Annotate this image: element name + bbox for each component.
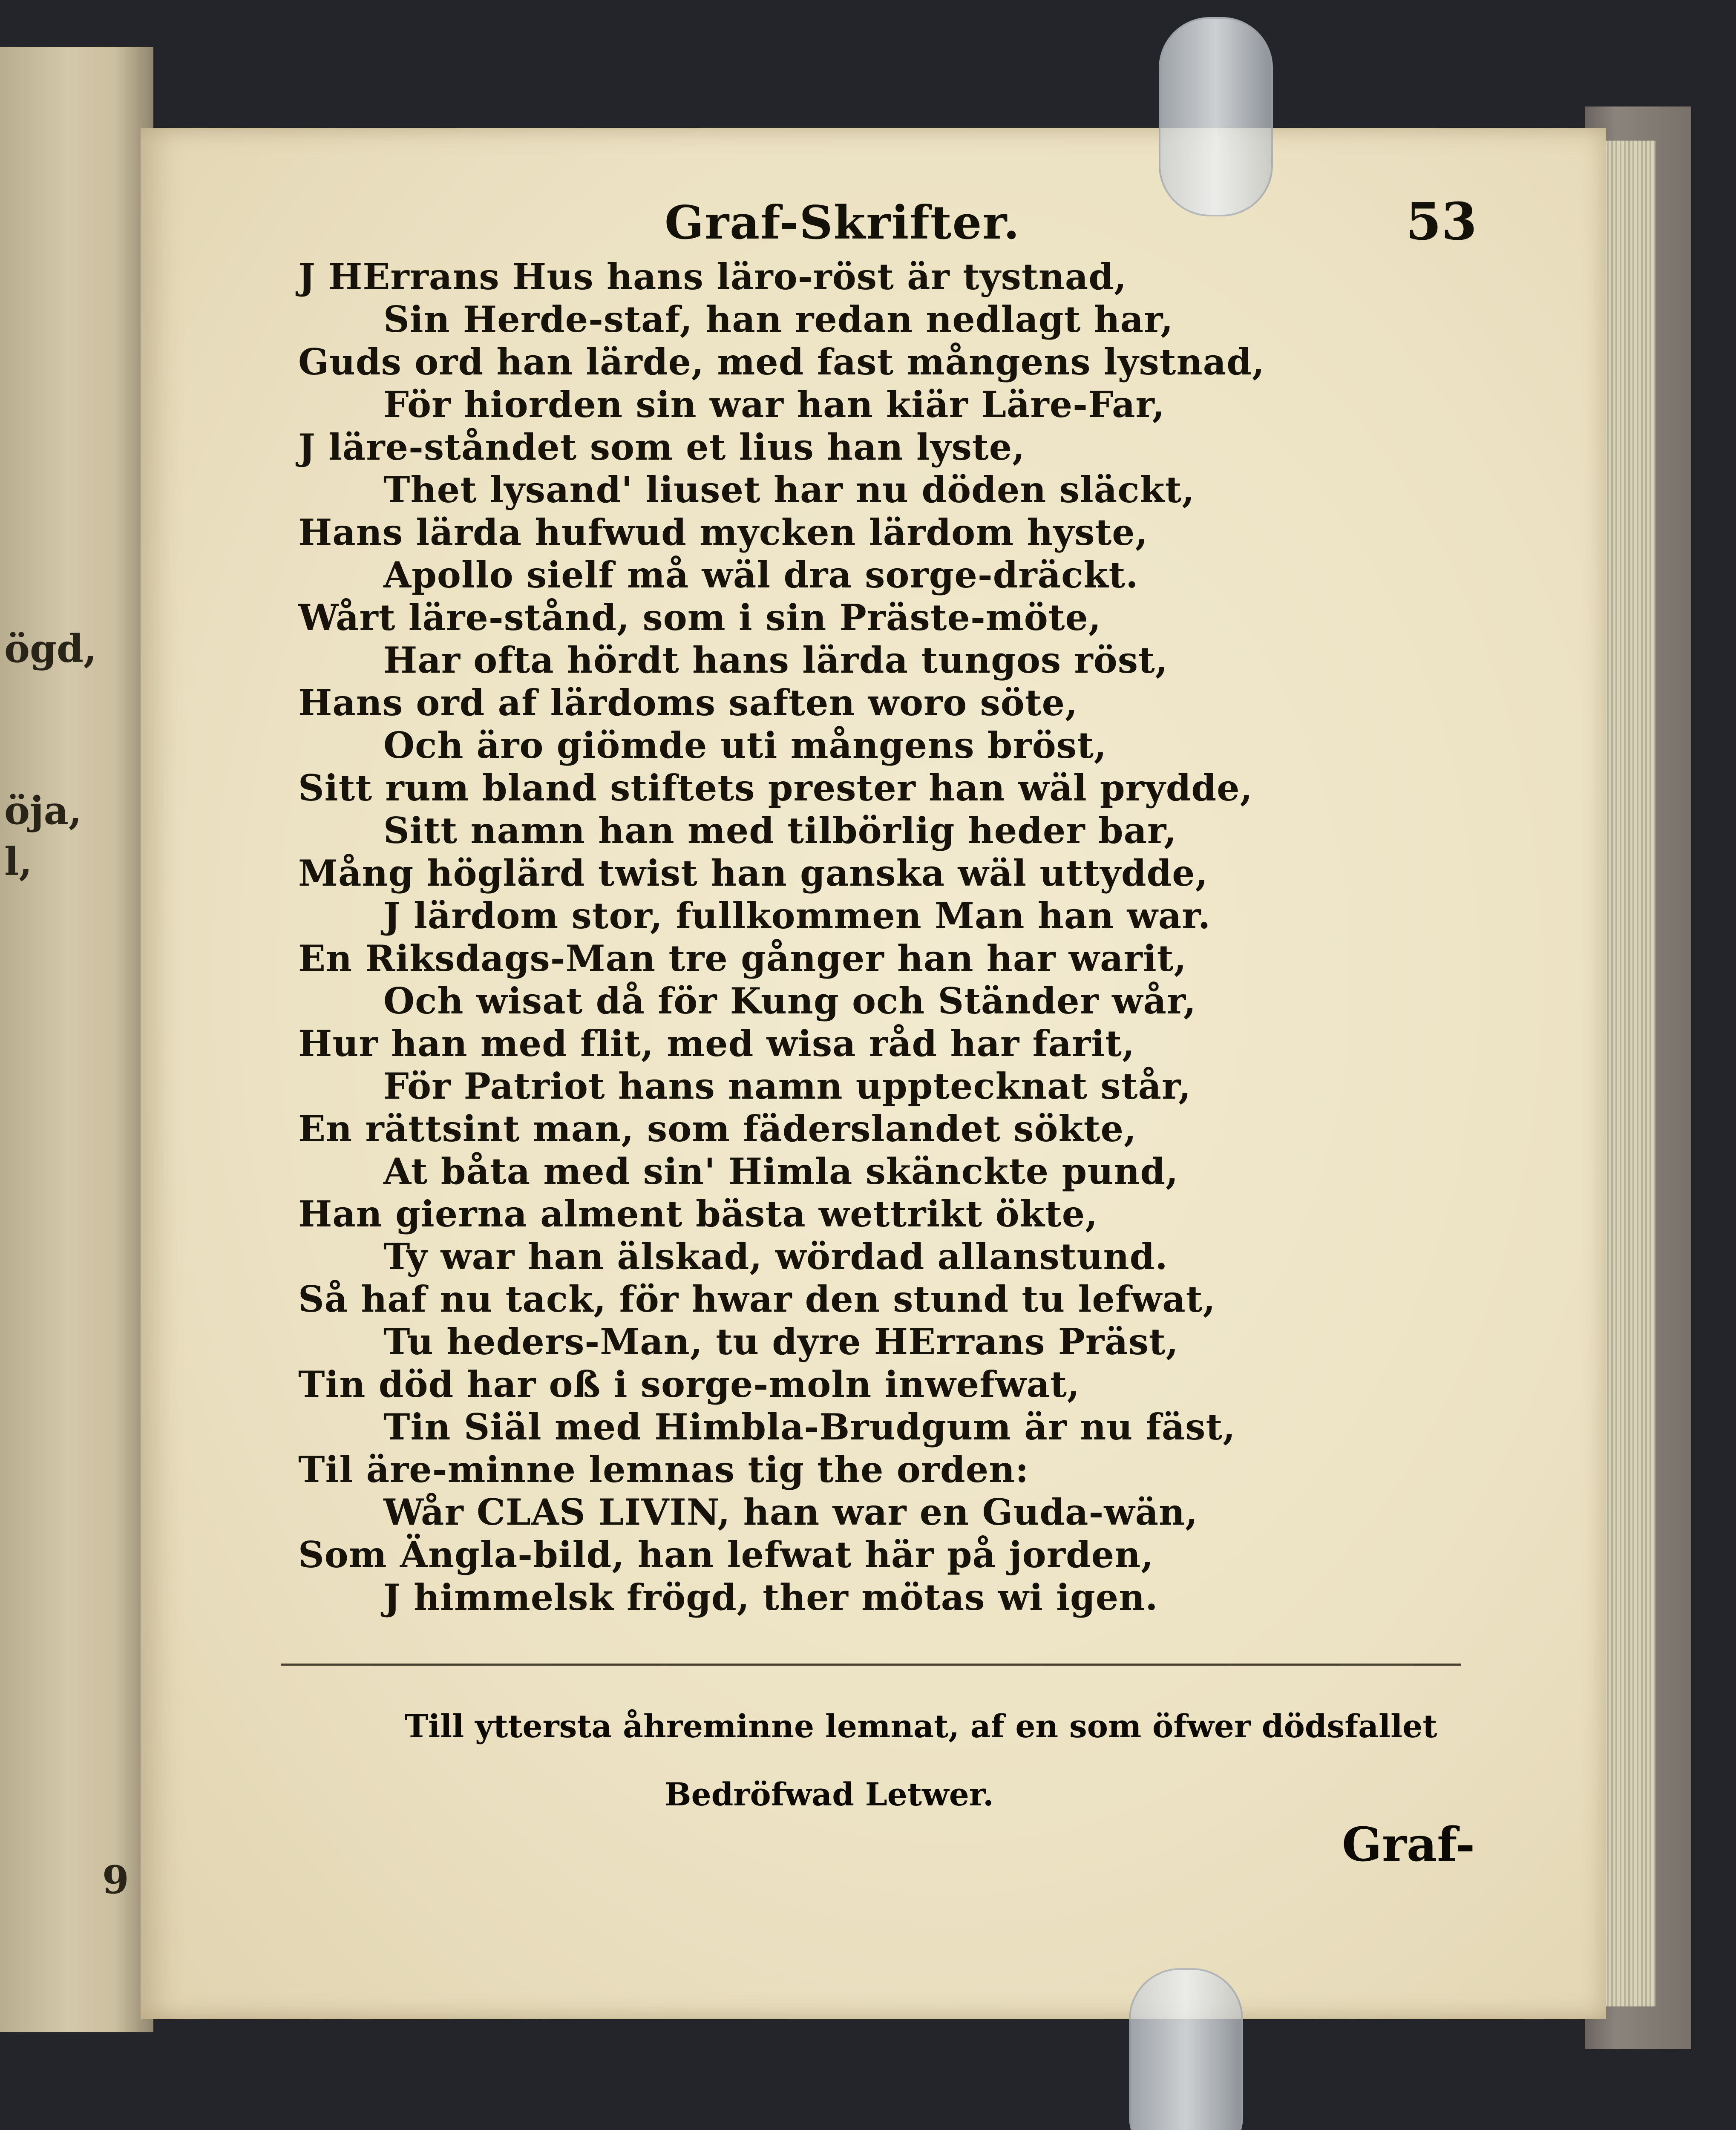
poem-line: Guds ord han lärde, med fast mångens lystnad, (298, 341, 1265, 383)
poem-line: En rättsint man, som fäderslandet sökte, (298, 1108, 1137, 1150)
dedication-line: Till yttersta åhreminne lemnat, af en som öfwer dödsfallet (405, 1708, 1437, 1745)
poem-line: Hans ord af lärdoms saften woro söte, (298, 682, 1078, 724)
poem-line: För hiorden sin war han kiär Läre-Far, (383, 383, 1165, 426)
poem-line: Apollo sielf må wäl dra sorge-dräckt. (383, 554, 1139, 596)
poem-line: Så haf nu tack, för hwar den stund tu lefwat, (298, 1278, 1216, 1320)
poem-line: Hans lärda hufwud mycken lärdom hyste, (298, 511, 1148, 553)
poem-line: Och äro giömde uti mångens bröst, (383, 724, 1107, 766)
poem-line: Har ofta hördt hans lärda tungos röst, (383, 639, 1169, 681)
left-page-fragment: 9 (102, 1857, 129, 1903)
left-page-fragment: l, (4, 839, 32, 884)
poem-line: Som Ängla-bild, han lefwat här på jorden, (298, 1534, 1154, 1576)
signature: Bedröfwad Letwer. (665, 1776, 994, 1813)
poem-line: Och wisat då för Kung och Ständer wår, (383, 980, 1197, 1022)
poem-line: Til äre-minne lemnas tig the orden: (298, 1448, 1029, 1491)
poem-line: Tin Siäl med Himbla-Brudgum är nu fäst, (383, 1406, 1236, 1448)
poem-line: Tu heders-Man, tu dyre HErrans Präst, (383, 1321, 1179, 1363)
divider-rule (281, 1664, 1461, 1666)
poem-line: För Patriot hans namn upptecknat står, (383, 1065, 1192, 1107)
poem-line: Sitt namn han med tilbörlig heder bar, (383, 809, 1177, 852)
poem-line: Wår CLAS LIVIN, han war en Guda-wän, (383, 1491, 1198, 1533)
poem-line: Hur han med flit, med wisa råd har farit, (298, 1022, 1135, 1065)
poem-line: J himmelsk frögd, ther mötas wi igen. (383, 1576, 1158, 1618)
poem-line: Ty war han älskad, wördad allanstund. (383, 1235, 1168, 1278)
poem-line: J lärdom stor, fullkommen Man han war. (383, 895, 1211, 937)
poem-line: J HErrans Hus hans läro-röst är tystnad, (298, 256, 1127, 298)
poem-line: Han gierna alment bästa wettrikt ökte, (298, 1193, 1098, 1235)
running-title: Graf-Skrifter. (665, 196, 1020, 250)
page-edges (1602, 141, 1655, 2006)
left-page-fragment: öja, (4, 788, 82, 833)
top-page-clip (1159, 17, 1273, 216)
poem-line: En Riksdags-Man tre gånger han har warit, (298, 937, 1187, 979)
left-page-fragment: ögd, (4, 626, 97, 671)
poem-line: Sitt rum bland stiftets prester han wäl prydde, (298, 767, 1253, 809)
poem-line: J läre-ståndet som et lius han lyste, (298, 426, 1025, 468)
page-number: 53 (1406, 192, 1477, 252)
poem-line: At båta med sin' Himla skänckte pund, (383, 1150, 1179, 1192)
poem-line: Thet lysand' liuset har nu döden släckt, (383, 469, 1195, 511)
left-page (0, 47, 153, 2032)
poem-line: Wårt läre-stånd, som i sin Präste-möte, (298, 596, 1102, 639)
catchword: Graf- (1342, 1817, 1475, 1872)
poem-line: Sin Herde-staf, han redan nedlagt har, (383, 298, 1174, 340)
bottom-page-clip (1129, 1968, 1243, 2130)
poem-line: Tin död har oß i sorge-moln inwefwat, (298, 1363, 1080, 1405)
poem-line: Mång höglärd twist han ganska wäl uttydde, (298, 852, 1208, 894)
